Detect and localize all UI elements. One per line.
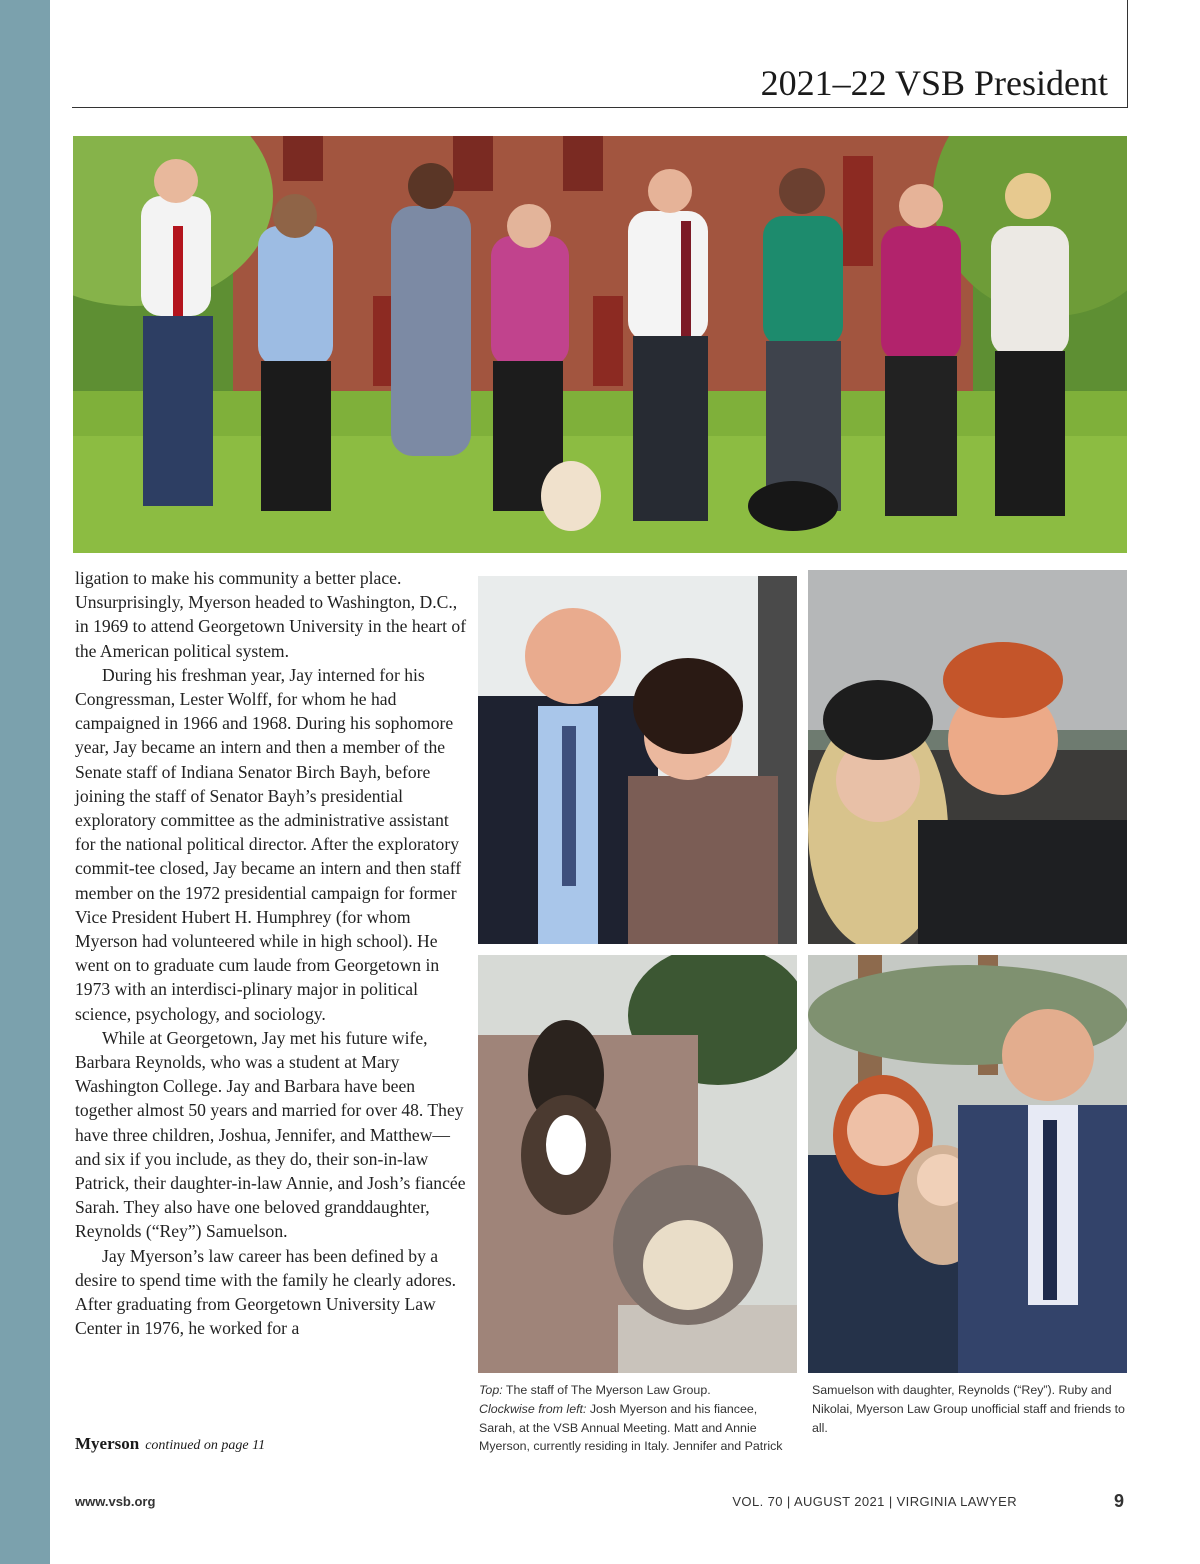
page-number: 9 [1114, 1491, 1125, 1511]
jennifer-patrick-rey-photo [808, 955, 1127, 1373]
continued-name: Myerson [75, 1434, 140, 1453]
section-title: 2021–22 VSB President [760, 63, 1108, 103]
continued-line [75, 1434, 265, 1454]
footer-website: www.vsb.org [75, 1494, 156, 1509]
header-rule-horizontal [72, 107, 1128, 108]
matt-and-annie-photo [808, 570, 1127, 944]
caption-label-clockwise: Clockwise from left: [479, 1401, 587, 1416]
josh-and-sarah-photo [478, 576, 797, 944]
caption-label-top: Top: [479, 1383, 503, 1397]
caption-right [812, 1381, 1127, 1437]
header-rule-vertical [1127, 0, 1128, 108]
ruby-and-nikolai-dogs-photo [478, 955, 797, 1373]
footer-issue: VOL. 70 | AUGUST 2021 | VIRGINIA LAWYER [732, 1494, 1017, 1509]
caption-left [479, 1381, 797, 1456]
continued-text: continued on page 11 [145, 1438, 266, 1453]
caption-text-clockwise: Josh Myerson and his fiancee, Sarah, at the VSB Annual Meeting. Matt and Annie Myerson, currently residing in Italy. Jennifer and Patrick [479, 1401, 783, 1454]
article-paragraph: ligation to make his community a better place. Unsurprisingly, Myerson headed to Washington, D.C., in 1969 to attend Georgetown University in the heart of the American political system. [75, 568, 467, 661]
staff-group-photo [73, 136, 1127, 553]
article-paragraph: Jay Myerson’s law career has been defined by a desire to spend time with the family he clearly adores. After graduating from Georgetown University Law Center in 1976, he worked for a [75, 1245, 457, 1339]
article-paragraph: While at Georgetown, Jay met his future wife, Barbara Reynolds, who was a student at Mary Washington College. Jay and Barbara have been together almost 50 years and married for over 48. They have three children, Joshua, Jennifer, and Matthew—and six if you include, as they do, their son-in-law Patrick, their daughter-in-law Annie, and Josh’s fiancée Sarah. They also have one beloved granddaughter, Reynolds (“Rey”) Samuelson. [75, 1027, 466, 1242]
caption-text-right: Samuelson with daughter, Reynolds (“Rey”). Ruby and Nikolai, Myerson Law Group unofficial staff and friends to all. [812, 1383, 1125, 1435]
article-paragraph: During his freshman year, Jay interned for his Congressman, Lester Wolff, for whom he had campaigned in 1966 and 1968. During his sophomore year, Jay became an intern and then a member of the Senate staff of Indiana Senator Birch Bayh, before joining the staff of Senator Bayh’s presidential exploratory committee as the administrative assistant for the national political director. After the exploratory commit-tee closed, Jay became an intern and then staff member on the 1972 presidential campaign for former Vice President Hubert H. Humphrey (for whom Myerson had volunteered while in high school). He went on to graduate cum laude from Georgetown in 1973 with an interdisci-plinary major in political science, psychology, and sociology. [75, 664, 462, 1024]
article-body [75, 566, 467, 1341]
page-sidebar-band [0, 0, 50, 1564]
caption-text-top: The staff of The Myerson Law Group. [502, 1383, 711, 1397]
